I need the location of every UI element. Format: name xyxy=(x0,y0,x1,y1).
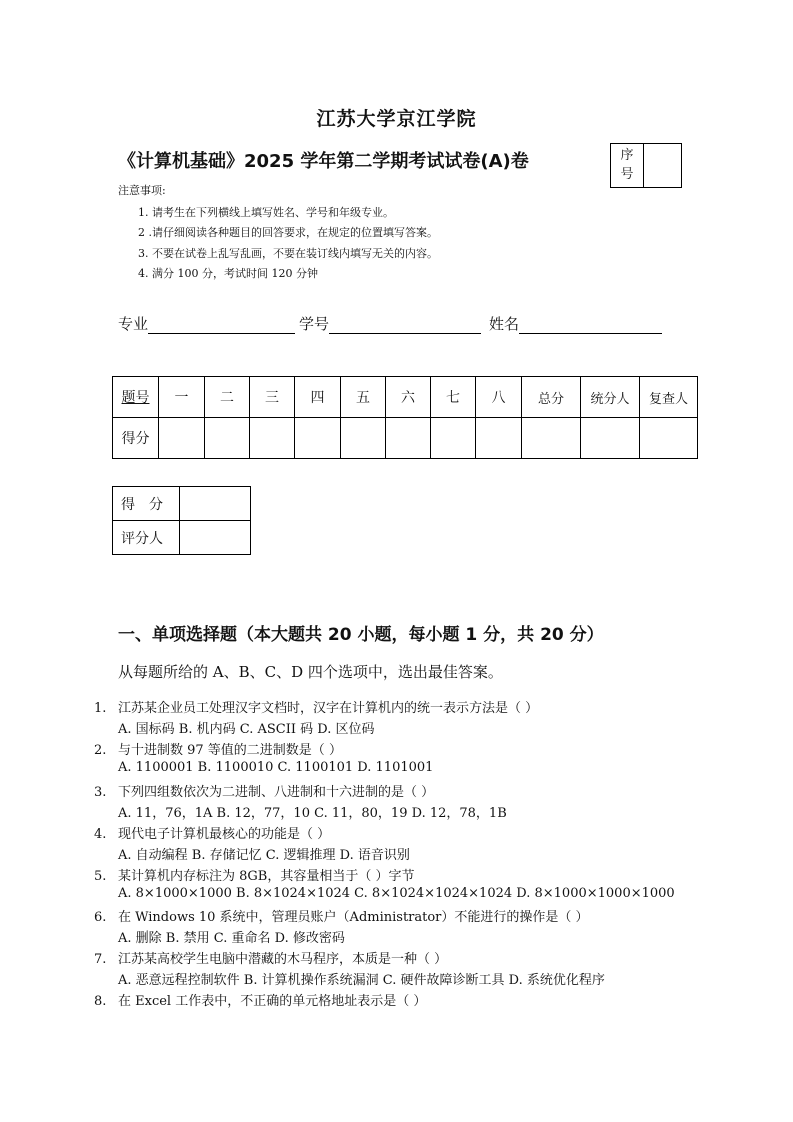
question xyxy=(94,865,414,884)
question-options: A. 自动编程 B. 存储记忆 C. 逻辑推理 D. 语音识别 xyxy=(118,848,410,863)
score-header-cell: 统分人 xyxy=(581,377,640,418)
major-field[interactable] xyxy=(148,317,295,334)
grader-label: 评分人 xyxy=(113,521,180,555)
name-label: 姓名 xyxy=(489,315,520,333)
question-number: 5. xyxy=(94,869,107,884)
score-header-cell: 总分 xyxy=(522,377,581,418)
question xyxy=(94,823,330,842)
question-number: 3. xyxy=(94,785,107,800)
score-table-score-row xyxy=(113,418,698,459)
question xyxy=(94,990,426,1009)
question-number: 7. xyxy=(94,952,107,967)
question xyxy=(94,906,589,925)
score-cell[interactable] xyxy=(159,418,205,459)
score-header-cell: 三 xyxy=(250,377,295,418)
question-stem: 某计算机内存标注为 8GB，其容量相当于（ ）字节 xyxy=(118,869,415,884)
student-info-fields xyxy=(118,313,666,334)
question-number: 6. xyxy=(94,910,107,925)
score-cell[interactable] xyxy=(250,418,295,459)
question-options: A. 8×1000×1000 B. 8×1024×1024 C. 8×1024×1024×1024 D. 8×1000×1000×1000 xyxy=(118,886,675,901)
student-id-field[interactable] xyxy=(329,317,481,334)
score-cell[interactable] xyxy=(205,418,250,459)
question-stem: 在 Windows 10 系统中，管理员账户（Administrator）不能进行的操作是（ ） xyxy=(118,910,589,925)
question-stem: 与十进制数 97 等值的二进制数是（ ） xyxy=(118,743,342,758)
score-cell[interactable] xyxy=(295,418,341,459)
question-options: A. 11，76，1A B. 12，77，10 C. 11，80，19 D. 12，78，1B xyxy=(118,806,507,821)
school-title: 江苏大学京江学院 xyxy=(316,108,477,130)
question xyxy=(94,781,434,800)
score-header-cell: 四 xyxy=(295,377,341,418)
serial-label xyxy=(611,144,644,187)
section-title: 一、单项选择题（本大题共 20 小题，每小题 1 分，共 20 分） xyxy=(118,625,604,645)
score-cell[interactable] xyxy=(431,418,476,459)
question-stem: 在 Excel 工作表中，不正确的单元格地址表示是（ ） xyxy=(118,994,427,1009)
question-options: A. 1100001 B. 1100010 C. 1100101 D. 1101001 xyxy=(118,760,434,775)
question-options: A. 国标码 B. 机内码 C. ASCII 码 D. 区位码 xyxy=(118,722,375,737)
question-stem: 现代电子计算机最核心的功能是（ ） xyxy=(118,827,331,842)
serial-input-cell[interactable] xyxy=(644,144,681,187)
score-row-label: 得分 xyxy=(113,418,159,459)
section-score-cell[interactable] xyxy=(180,487,251,521)
score-cell[interactable] xyxy=(581,418,640,459)
score-cell[interactable] xyxy=(341,418,386,459)
section-instruction: 从每题所给的 A、B、C、D 四个选项中，选出最佳答案。 xyxy=(118,663,503,681)
question xyxy=(94,697,538,716)
score-table-header-row xyxy=(113,377,698,418)
question xyxy=(94,948,447,967)
question xyxy=(94,739,342,758)
exam-title: 《计算机基础》2025 学年第二学期考试试卷(A)卷 xyxy=(118,151,529,172)
question-number: 1. xyxy=(94,701,107,716)
question-number: 2. xyxy=(94,743,107,758)
score-header-cell: 复查人 xyxy=(640,377,698,418)
score-cell[interactable] xyxy=(522,418,581,459)
score-header-cell: 八 xyxy=(476,377,522,418)
question-stem: 江苏某企业员工处理汉字文档时，汉字在计算机内的统一表示方法是（ ） xyxy=(118,701,539,716)
question-stem: 江苏某高校学生电脑中潜藏的木马程序，本质是一种（ ） xyxy=(118,952,448,967)
question-options: A. 恶意远程控制软件 B. 计算机操作系统漏洞 C. 硬件故障诊断工具 D. 系统优化程序 xyxy=(118,973,605,988)
score-cell[interactable] xyxy=(640,418,698,459)
score-header-cell: 一 xyxy=(159,377,205,418)
section-score-table xyxy=(112,486,251,555)
section-score-label: 得 分 xyxy=(113,487,180,521)
question-number: 4. xyxy=(94,827,107,842)
note-item: 4. 满分 100 分，考试时间 120 分钟 xyxy=(138,267,318,280)
major-label: 专业 xyxy=(118,315,149,333)
score-header-cell: 七 xyxy=(431,377,476,418)
note-item: 1. 请考生在下列横线上填写姓名、学号和年级专业。 xyxy=(138,206,394,219)
notes-heading: 注意事项: xyxy=(118,184,166,197)
score-header-cell: 五 xyxy=(341,377,386,418)
note-item: 2 .请仔细阅读各种题目的回答要求，在规定的位置填写答案。 xyxy=(138,226,438,239)
score-header-cell: 二 xyxy=(205,377,250,418)
score-header-cell: 题号 xyxy=(113,377,159,418)
score-cell[interactable] xyxy=(386,418,431,459)
name-field[interactable] xyxy=(519,317,662,334)
score-cell[interactable] xyxy=(476,418,522,459)
serial-label-2: 号 xyxy=(620,167,634,182)
question-options: A. 删除 B. 禁用 C. 重命名 D. 修改密码 xyxy=(118,931,345,946)
question-stem: 下列四组数依次为二进制、八进制和十六进制的是（ ） xyxy=(118,785,435,800)
serial-number-box xyxy=(610,143,682,188)
serial-label-1: 序 xyxy=(620,148,634,163)
grader-cell[interactable] xyxy=(180,521,251,555)
note-item: 3. 不要在试卷上乱写乱画，不要在装订线内填写无关的内容。 xyxy=(138,247,438,260)
score-table xyxy=(112,376,698,459)
score-header-cell: 六 xyxy=(386,377,431,418)
student-id-label: 学号 xyxy=(299,315,330,333)
question-number: 8. xyxy=(94,994,107,1009)
